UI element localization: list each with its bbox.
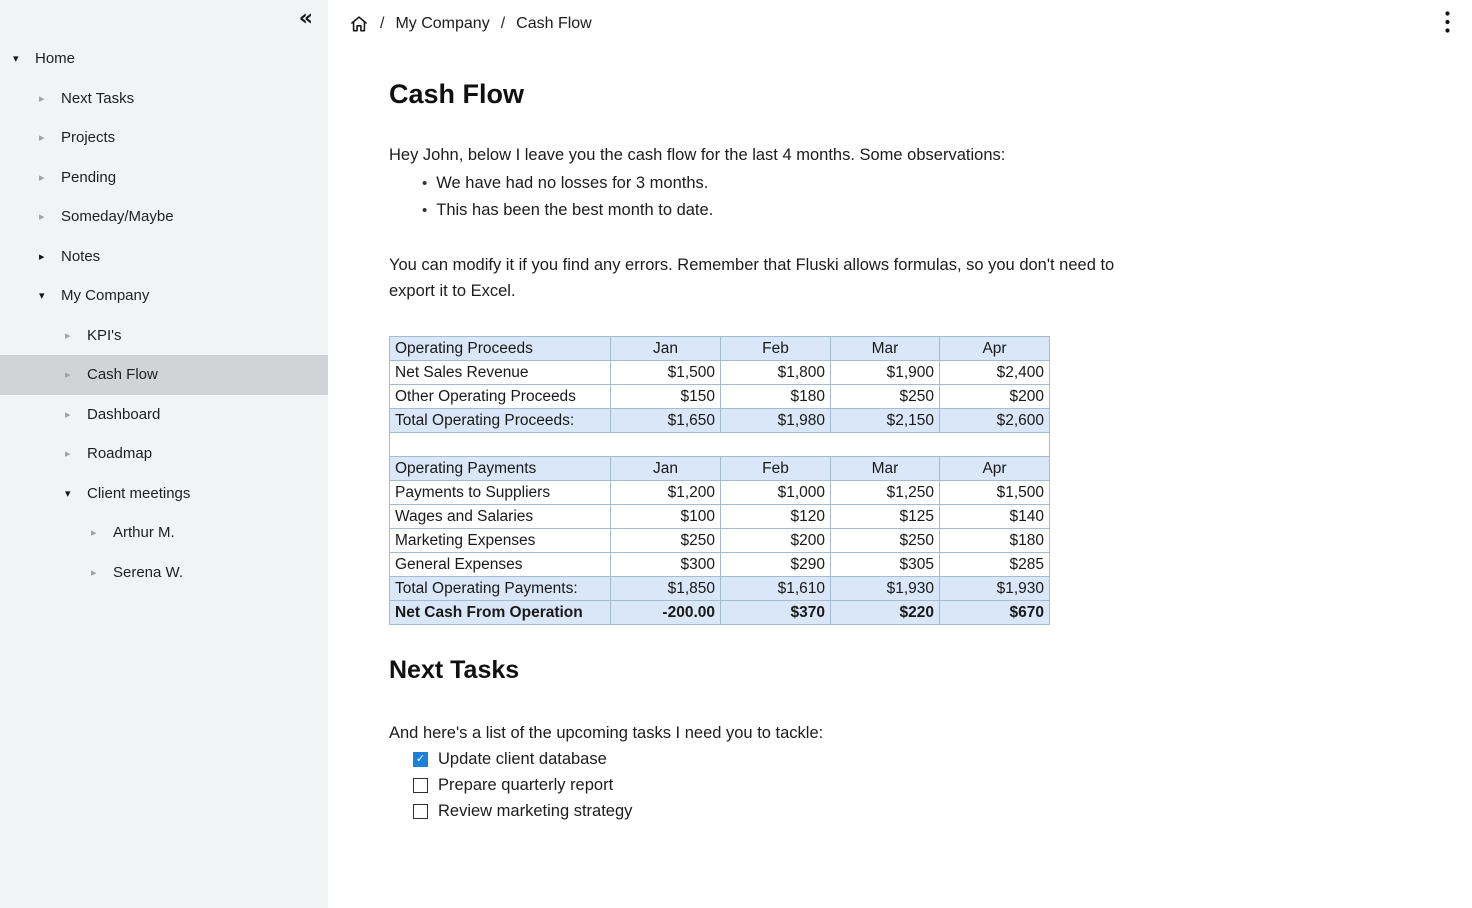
checkbox-checked-icon[interactable]: ✓	[413, 752, 428, 767]
value-cell[interactable]: $220	[831, 601, 940, 625]
sidebar-item-label: Home	[35, 50, 76, 68]
sidebar-item-label: Notes	[61, 247, 101, 265]
table-data-row	[390, 505, 1050, 529]
chevron-down-icon[interactable]: ▾	[39, 290, 45, 303]
chevron-right-icon[interactable]: ▸	[39, 92, 45, 105]
sidebar-item-home[interactable]	[0, 39, 328, 79]
value-cell[interactable]: $1,850	[611, 577, 721, 601]
table-spacer-row	[390, 433, 1050, 457]
value-cell[interactable]: $370	[721, 601, 831, 625]
row-label-cell[interactable]: Payments to Suppliers	[390, 481, 611, 505]
chevron-right-icon[interactable]: ▸	[65, 329, 71, 342]
month-header-cell[interactable]: Mar	[831, 457, 940, 481]
table-header-row	[390, 337, 1050, 361]
table-net-row	[390, 601, 1050, 625]
chevron-right-icon[interactable]: ▸	[65, 369, 71, 382]
value-cell[interactable]: $670	[940, 601, 1050, 625]
value-cell[interactable]: $1,500	[611, 361, 721, 385]
observations-list	[389, 170, 1472, 224]
sidebar-item-kpi-s[interactable]	[0, 316, 328, 356]
row-label-cell[interactable]: Total Operating Payments:	[390, 577, 611, 601]
sidebar-item-label: Projects	[61, 129, 116, 147]
value-cell[interactable]: $1,900	[831, 361, 940, 385]
row-label-cell[interactable]: Operating Payments	[390, 457, 611, 481]
value-cell[interactable]: $250	[831, 385, 940, 409]
sidebar-collapse-button[interactable]: «	[295, 4, 317, 33]
chevron-right-icon[interactable]: ▸	[39, 250, 45, 263]
sidebar-item-label: Someday/Maybe	[61, 208, 174, 226]
table-data-row	[390, 481, 1050, 505]
checkbox-unchecked-icon[interactable]	[413, 804, 428, 819]
value-cell[interactable]: $140	[940, 505, 1050, 529]
month-header-cell[interactable]: Jan	[611, 337, 721, 361]
row-label-cell[interactable]: Net Sales Revenue	[390, 361, 611, 385]
sidebar-item-pending[interactable]	[0, 158, 328, 198]
sidebar-item-label: KPI's	[87, 326, 122, 344]
row-label-cell[interactable]: Net Cash From Operation	[390, 601, 611, 625]
table-data-row	[390, 385, 1050, 409]
value-cell[interactable]: $1,200	[611, 481, 721, 505]
value-cell[interactable]: $2,400	[940, 361, 1050, 385]
topbar	[328, 0, 1472, 47]
value-cell[interactable]: $250	[831, 529, 940, 553]
chevron-right-icon[interactable]: ▸	[65, 448, 71, 461]
sidebar-item-cash-flow[interactable]	[0, 355, 328, 395]
checkbox-unchecked-icon[interactable]	[413, 778, 428, 793]
row-label-cell[interactable]: Other Operating Proceeds	[390, 385, 611, 409]
value-cell[interactable]: $200	[940, 385, 1050, 409]
value-cell[interactable]: $1,980	[721, 409, 831, 433]
more-options-icon[interactable]	[1437, 7, 1458, 40]
value-cell[interactable]: $1,930	[831, 577, 940, 601]
breadcrumb	[349, 14, 592, 34]
value-cell[interactable]: $1,930	[940, 577, 1050, 601]
value-cell[interactable]: $180	[940, 529, 1050, 553]
tasks-title: Next Tasks	[389, 656, 520, 684]
home-icon[interactable]	[349, 14, 369, 34]
value-cell[interactable]: $1,650	[611, 409, 721, 433]
value-cell[interactable]: $285	[940, 553, 1050, 577]
document-content	[328, 79, 1472, 824]
sidebar-item-client-meetings[interactable]	[0, 474, 328, 514]
page-title: Cash Flow	[389, 79, 525, 109]
row-label-cell[interactable]: General Expenses	[390, 553, 611, 577]
value-cell[interactable]: $1,250	[831, 481, 940, 505]
intro-paragraph: Hey John, below I leave you the cash flow for the last 4 months. Some observations:	[389, 146, 1006, 164]
table-total-row	[390, 409, 1050, 433]
cash-flow-table	[389, 336, 1050, 625]
table-data-row	[390, 553, 1050, 577]
month-header-cell[interactable]: Feb	[721, 457, 831, 481]
sidebar-item-my-company[interactable]	[0, 276, 328, 316]
value-cell[interactable]: $200	[721, 529, 831, 553]
value-cell[interactable]: $2,600	[940, 409, 1050, 433]
value-cell[interactable]: $290	[721, 553, 831, 577]
note-paragraph: You can modify it if you find any errors. Remember that Fluski allows formulas, so you don't need to export it to Excel.	[389, 256, 1115, 300]
sidebar-item-label: My Company	[61, 287, 150, 305]
table-total-row	[390, 577, 1050, 601]
task-item	[413, 772, 1472, 798]
task-checklist	[389, 746, 1472, 824]
row-label-cell[interactable]: Operating Proceeds	[390, 337, 611, 361]
value-cell[interactable]: $250	[611, 529, 721, 553]
row-label-cell[interactable]: Wages and Salaries	[390, 505, 611, 529]
chevron-right-icon[interactable]: ▸	[39, 132, 45, 145]
sidebar-item-label: Arthur M.	[113, 524, 175, 542]
sidebar-item-label: Pending	[61, 168, 117, 186]
sidebar-item-label: Dashboard	[87, 405, 161, 423]
month-header-cell[interactable]: Apr	[940, 457, 1050, 481]
value-cell[interactable]: $150	[611, 385, 721, 409]
month-header-cell[interactable]: Mar	[831, 337, 940, 361]
main-panel	[328, 0, 1472, 908]
table-data-row	[390, 361, 1050, 385]
breadcrumb-item-cash-flow[interactable]: Cash Flow	[516, 14, 592, 32]
sidebar-tree	[0, 0, 328, 592]
sidebar-item-someday-maybe[interactable]	[0, 197, 328, 237]
value-cell[interactable]: $100	[611, 505, 721, 529]
chevron-right-icon[interactable]: ▸	[39, 171, 45, 184]
spacer-cell[interactable]	[390, 433, 1050, 457]
tasks-intro-paragraph: And here's a list of the upcoming tasks I need you to tackle:	[389, 724, 824, 742]
sidebar-item-dashboard[interactable]	[0, 395, 328, 435]
value-cell[interactable]: $1,000	[721, 481, 831, 505]
value-cell[interactable]: -200.00	[611, 601, 721, 625]
task-label: Review marketing strategy	[438, 801, 633, 820]
value-cell[interactable]: $125	[831, 505, 940, 529]
sidebar-item-label: Next Tasks	[61, 89, 135, 107]
table-header-row	[390, 457, 1050, 481]
chevron-right-icon[interactable]: ▸	[65, 408, 71, 421]
row-label-cell[interactable]: Total Operating Proceeds:	[390, 409, 611, 433]
sidebar-item-label: Client meetings	[87, 484, 191, 502]
chevron-right-icon[interactable]: ▸	[39, 211, 45, 224]
sidebar-item-label: Serena W.	[113, 563, 184, 581]
chevron-right-icon[interactable]: ▸	[91, 527, 97, 540]
value-cell[interactable]: $1,610	[721, 577, 831, 601]
month-header-cell[interactable]: Jan	[611, 457, 721, 481]
task-item	[413, 798, 1472, 824]
task-item	[413, 746, 1472, 772]
chevron-right-icon[interactable]: ▸	[91, 566, 97, 579]
value-cell[interactable]: $305	[831, 553, 940, 577]
chevron-down-icon[interactable]: ▾	[13, 53, 19, 66]
bullet-item: • We have had no losses for 3 months.	[422, 170, 1472, 197]
breadcrumb-separator: /	[500, 14, 506, 32]
breadcrumb-separator: /	[380, 14, 385, 32]
sidebar	[0, 0, 328, 908]
task-label: Update client database	[438, 749, 607, 768]
month-header-cell[interactable]: Feb	[721, 337, 831, 361]
sidebar-item-projects[interactable]	[0, 118, 328, 158]
bullet-item: • This has been the best month to date.	[422, 197, 1472, 224]
value-cell[interactable]: $180	[721, 385, 831, 409]
value-cell[interactable]: $1,800	[721, 361, 831, 385]
sidebar-item-next-tasks[interactable]	[0, 79, 328, 119]
sidebar-item-arthur-m[interactable]	[0, 513, 328, 553]
table-data-row	[390, 529, 1050, 553]
value-cell[interactable]: $2,150	[831, 409, 940, 433]
sidebar-item-serena-w[interactable]	[0, 553, 328, 593]
breadcrumb-item-my-company[interactable]: My Company	[395, 14, 490, 32]
sidebar-item-label: Cash Flow	[87, 366, 158, 384]
value-cell[interactable]: $300	[611, 553, 721, 577]
task-label: Prepare quarterly report	[438, 775, 614, 794]
value-cell[interactable]: $120	[721, 505, 831, 529]
row-label-cell[interactable]: Marketing Expenses	[390, 529, 611, 553]
month-header-cell[interactable]: Apr	[940, 337, 1050, 361]
value-cell[interactable]: $1,500	[940, 481, 1050, 505]
sidebar-item-roadmap[interactable]	[0, 434, 328, 474]
sidebar-item-label: Roadmap	[87, 445, 153, 463]
chevron-down-icon[interactable]: ▾	[65, 487, 71, 500]
sidebar-item-notes[interactable]	[0, 237, 328, 277]
